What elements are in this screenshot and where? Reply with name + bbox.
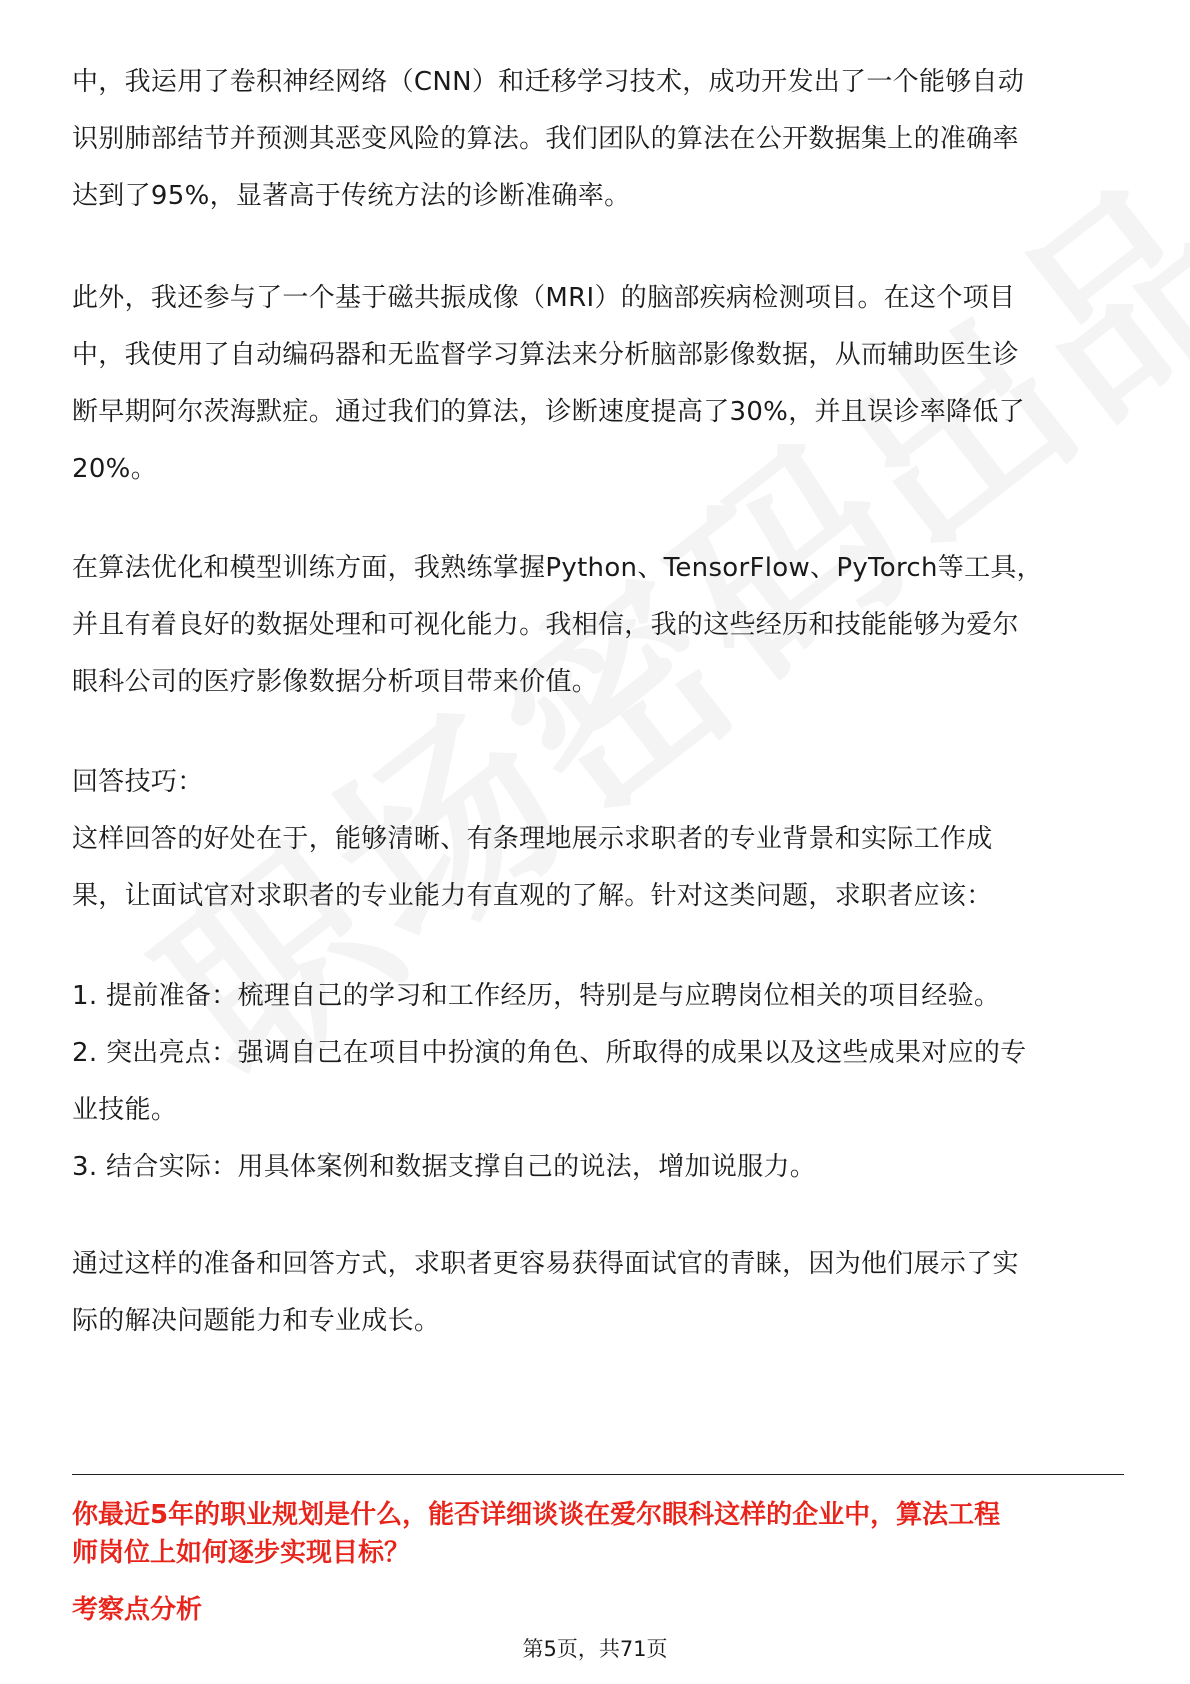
- analysis-heading: 考察点分析: [72, 1595, 203, 1625]
- paragraph-mri-project: [72, 270, 1122, 498]
- question-line: 你最近5年的职业规划是什么，能否详细谈谈在爱尔眼科这样的企业中，算法工程: [72, 1500, 1001, 1530]
- paragraph-answer-tips: [72, 754, 1122, 925]
- list-item: 2. 突出亮点：强调自己在项目中扮演的角色、所取得的成果以及这些成果对应的专: [72, 1038, 1027, 1068]
- section-divider: [72, 1474, 1124, 1475]
- text-line: 在算法优化和模型训练方面，我熟练掌握Python、TensorFlow、PyTorch等工具，: [72, 553, 1043, 583]
- text-line: 这样回答的好处在于，能够清晰、有条理地展示求职者的专业背景和实际工作成: [72, 824, 993, 854]
- list-item: 1. 提前准备：梳理自己的学习和工作经历，特别是与应聘岗位相关的项目经验。: [72, 981, 1001, 1011]
- text-line: 中，我使用了自动编码器和无监督学习算法来分析脑部影像数据，从而辅助医生诊: [72, 340, 1019, 370]
- text-line: 中，我运用了卷积神经网络（CNN）和迁移学习技术，成功开发出了一个能够自动: [72, 67, 1025, 97]
- text-line: 果，让面试官对求职者的专业能力有直观的了解。针对这类问题，求职者应该：: [72, 881, 993, 911]
- interview-question: [72, 1496, 1124, 1572]
- text-line: 眼科公司的医疗影像数据分析项目带来价值。: [72, 667, 599, 697]
- tips-heading: 回答技巧：: [72, 767, 204, 797]
- text-line: 际的解决问题能力和专业成长。: [72, 1306, 441, 1336]
- question-line: 师岗位上如何逐步实现目标？: [72, 1538, 411, 1568]
- page-number: 第5页，共71页: [522, 1637, 668, 1661]
- text-line: 20%。: [72, 454, 157, 484]
- text-line: 此外，我还参与了一个基于磁共振成像（MRI）的脑部疾病检测项目。在这个项目: [72, 283, 1016, 313]
- text-line: 通过这样的准备和回答方式，求职者更容易获得面试官的青睐，因为他们展示了实: [72, 1249, 1019, 1279]
- paragraph-skills: [72, 540, 1122, 711]
- text-line: 断早期阿尔茨海默症。通过我们的算法，诊断速度提高了30%，并且误诊率降低了: [72, 397, 1025, 427]
- list-item: 3. 结合实际：用具体案例和数据支撑自己的说法，增加说服力。: [72, 1152, 817, 1182]
- text-line: 识别肺部结节并预测其恶变风险的算法。我们团队的算法在公开数据集上的准确率: [72, 124, 1019, 154]
- list-item-continuation: 业技能。: [72, 1095, 178, 1125]
- paragraph-cnn-project: [72, 54, 1122, 225]
- paragraph-conclusion: [72, 1236, 1122, 1350]
- text-line: 达到了95%，显著高于传统方法的诊断准确率。: [72, 181, 631, 211]
- tips-list: [72, 968, 1122, 1196]
- text-line: 并且有着良好的数据处理和可视化能力。我相信，我的这些经历和技能能够为爱尔: [72, 610, 1019, 640]
